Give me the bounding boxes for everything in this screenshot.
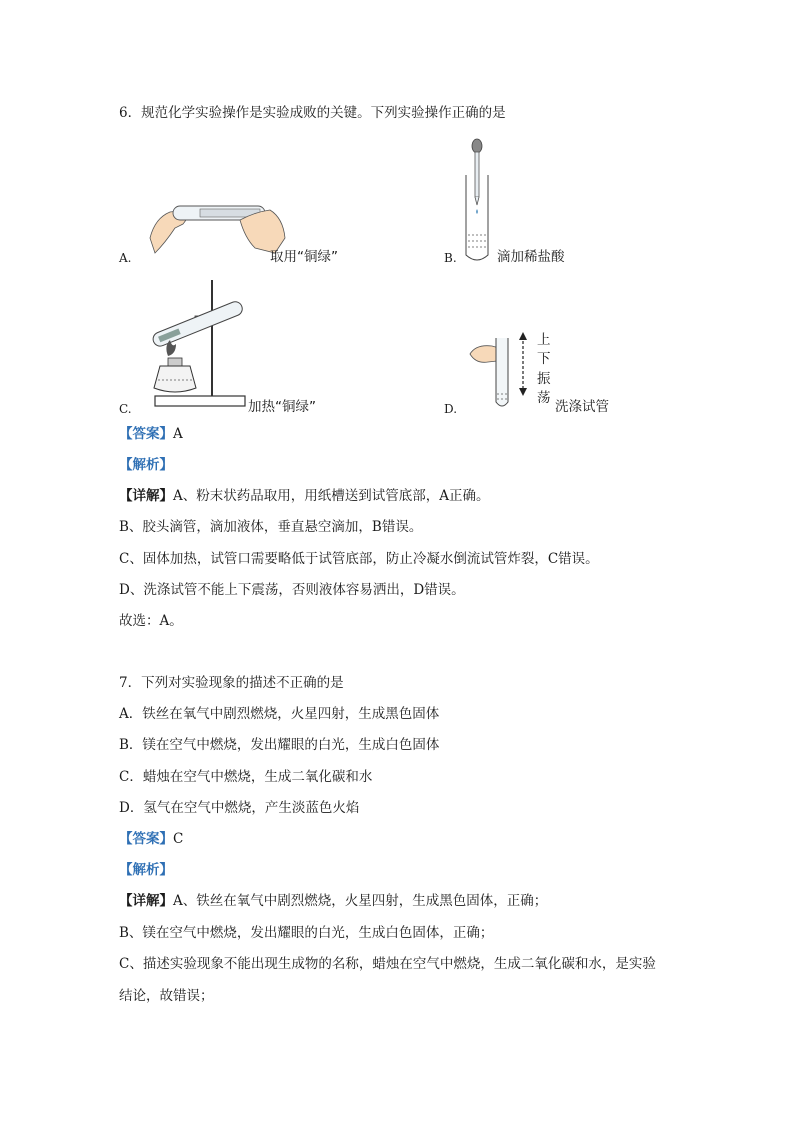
question-6-stem: 6．规范化学实验操作是实验成败的关键。下列实验操作正确的是 xyxy=(119,105,506,121)
q7-answer-tag: 【答案】 xyxy=(119,831,173,847)
q7-detail-line-4: 结论，故错误； xyxy=(119,988,214,1004)
shake-label-4: 荡 xyxy=(537,390,551,406)
option-d-caption: 洗涤试管 xyxy=(555,399,609,415)
q7-analysis-tag: 【解析】 xyxy=(119,862,173,878)
q6-answer-value: A xyxy=(173,426,183,442)
q6-answer-tag: 【答案】 xyxy=(119,426,173,442)
q6-detail-line-5: 故选：A。 xyxy=(119,613,183,629)
q6-detail-text-1: A、粉末状药品取用，用纸槽送到试管底部，A正确。 xyxy=(173,488,490,504)
q7-detail-text-1: A、铁丝在氧气中剧烈燃烧，火星四射，生成黑色固体，正确； xyxy=(173,893,548,909)
q6-detail-line-3: C、固体加热，试管口需要略低于试管底部，防止冷凝水倒流试管炸裂，C错误。 xyxy=(119,551,599,567)
option-c-letter: C. xyxy=(119,402,132,416)
option-a-caption: 取用“铜绿” xyxy=(270,249,338,265)
option-a-letter: A. xyxy=(119,251,132,265)
q7-option-d: D．氢气在空气中燃烧，产生淡蓝色火焰 xyxy=(119,800,360,816)
q7-detail-line-1 xyxy=(119,891,547,911)
q6-detail-line-4: D、洗涤试管不能上下震荡，否则液体容易洒出，D错误。 xyxy=(119,582,465,598)
option-d-letter: D. xyxy=(444,402,458,416)
q7-option-b: B．镁在空气中燃烧，发出耀眼的白光，生成白色固体 xyxy=(119,737,440,753)
q7-detail-line-2: B、镁在空气中燃烧，发出耀眼的白光，生成白色固体，正确； xyxy=(119,925,494,941)
q7-option-c: C．蜡烛在空气中燃烧，生成二氧化碳和水 xyxy=(119,769,373,785)
question-7-stem: 7．下列对实验现象的描述不正确的是 xyxy=(119,675,344,691)
q7-option-a: A．铁丝在氧气中剧烈燃烧，火星四射，生成黑色固体 xyxy=(119,706,440,722)
q7-analysis xyxy=(119,860,173,880)
figure-d-shaking-tube xyxy=(468,330,528,410)
option-c-caption: 加热“铜绿” xyxy=(248,399,316,415)
shake-label-2: 下 xyxy=(537,351,551,367)
q6-detail-tag: 【详解】 xyxy=(119,488,173,504)
q7-detail-line-3: C、描述实验现象不能出现生成物的名称，蜡烛在空气中燃烧，生成二氧化碳和水，是实验 xyxy=(119,956,656,972)
shake-label-3: 振 xyxy=(537,371,551,387)
q7-answer-value: C xyxy=(173,831,184,847)
shake-label-1: 上 xyxy=(537,332,551,348)
q6-analysis-tag: 【解析】 xyxy=(119,457,173,473)
q6-answer xyxy=(119,424,183,444)
q7-detail-tag: 【详解】 xyxy=(119,893,173,909)
q6-detail-line-2: B、胶头滴管，滴加液体，垂直悬空滴加，B错误。 xyxy=(119,519,423,535)
figure-c-heating-setup xyxy=(150,278,250,413)
q7-answer xyxy=(119,829,183,849)
q6-analysis xyxy=(119,455,173,475)
figure-b-dropper xyxy=(462,137,492,267)
option-b-letter: B. xyxy=(444,251,457,265)
option-b-caption: 滴加稀盐酸 xyxy=(497,249,565,265)
q6-detail-line-1 xyxy=(119,486,490,506)
